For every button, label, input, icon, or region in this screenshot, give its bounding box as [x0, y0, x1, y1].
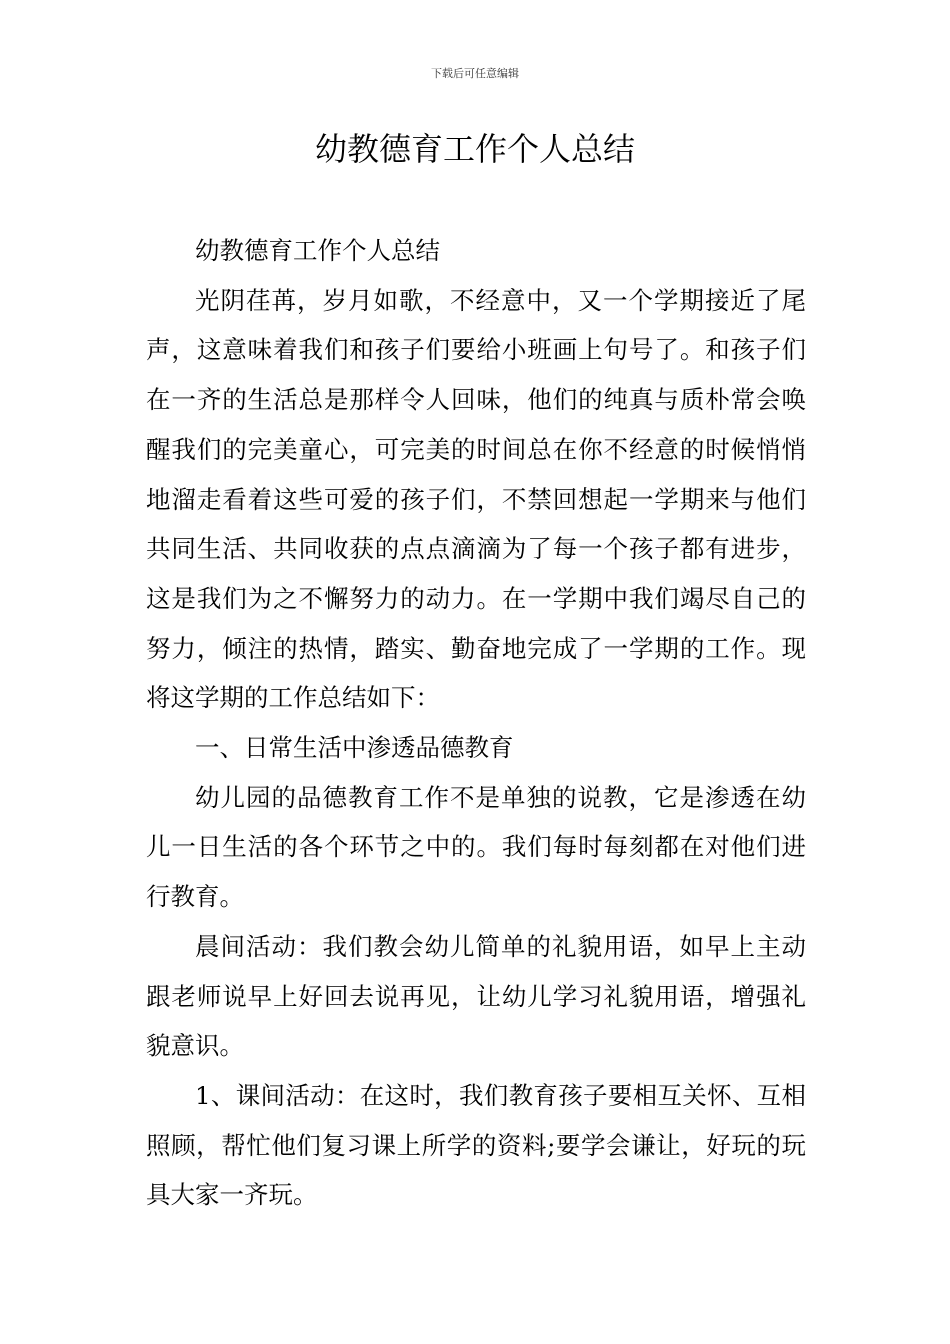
- paragraph-morning-activities: 晨间活动：我们教会幼儿简单的礼貌用语，如早上主动跟老师说早上好回去说再见，让幼儿学习礼貌用语，增强礼貌意识。: [146, 931, 806, 1061]
- paragraph-moral-education: 幼儿园的品德教育工作不是单独的说教，它是渗透在幼儿一日生活的各个环节之中的。我们每时每刻都在对他们进行教育。: [146, 782, 806, 912]
- header-note: 下载后可任意编辑: [431, 67, 519, 80]
- section-heading-1: 一、日常生活中渗透品德教育: [195, 733, 514, 763]
- paragraph-break-activities: 1、课间活动：在这时，我们教育孩子要相互关怀、互相照顾，帮忙他们复习课上所学的资料;要学会谦让，好玩的玩具大家一齐玩。: [146, 1080, 806, 1210]
- document-title: 幼教德育工作个人总结: [314, 130, 635, 168]
- paragraph-subtitle: 幼教德育工作个人总结: [195, 236, 440, 265]
- document-body: [146, 226, 806, 1220]
- paragraph-intro: 光阴荏苒，岁月如歌，不经意中，又一个学期接近了尾声，这意味着我们和孩子们要给小班画上句号了。和孩子们在一齐的生活总是那样令人回味，他们的纯真与质朴常会唤醒我们的完美童心，可完美的时间总在你不经意的时候悄悄地溜走看着这些可爱的孩子们，不禁回想起一学期来与他们共同生活、共同收获的点点滴滴为了每一个孩子都有进步，这是我们为之不懈努力的动力。在一学期中我们竭尽自己的努力，倾注的热情，踏实、勤奋地完成了一学期的工作。现将这学期的工作总结如下：: [146, 285, 806, 713]
